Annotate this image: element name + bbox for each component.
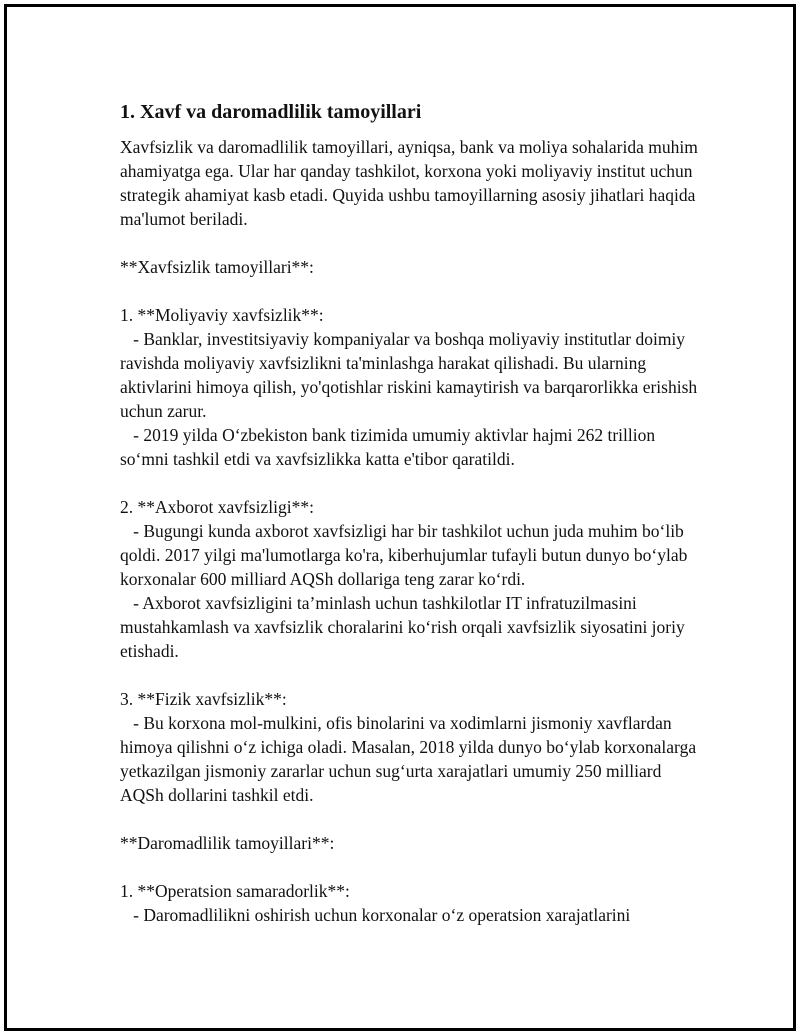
list-item-physical-security xyxy=(120,687,700,807)
page-frame xyxy=(4,4,796,1031)
list-item-bullet: - 2019 yilda O‘zbekiston bank tizimida umumiy aktivlar hajmi 262 trillion so‘mni tashkil etdi va xavfsizlikka katta e'tibor qaratildi. xyxy=(120,425,660,469)
intro-paragraph: Xavfsizlik va daromadlilik tamoyillari, ayniqsa, bank va moliya sohalarida muhim ahamiyatga ega. Ular har qanday tashkilot, korxona yoki moliyaviy institut uchun strategik ahamiyat kasb etadi. Quyida ushbu tamoyillarning asosiy jihatlari haqida ma'lumot beriladi. xyxy=(120,137,698,229)
list-item-heading: 3. **Fizik xavfsizlik**: xyxy=(120,689,287,709)
list-item-bullet: - Daromadlilikni oshirish uchun korxonalar o‘z operatsion xarajatlarini xyxy=(120,905,631,925)
list-item-heading: 1. **Operatsion samaradorlik**: xyxy=(120,881,350,901)
section-heading-security: **Xavfsizlik tamoyillari**: xyxy=(120,257,314,277)
list-item-financial-security xyxy=(120,303,700,471)
list-item-information-security xyxy=(120,495,700,663)
list-item-bullet: - Bu korxona mol-mulkini, ofis binolarini va xodimlarni jismoniy xavflardan himoya qilishni o‘z ichiga oladi. Masalan, 2018 yilda dunyo bo‘ylab korxonalarga yetkazilgan jismoniy zararlar uchun sug‘urta xarajatlari umumiy 250 milliard AQSh dollarini tashkil etdi. xyxy=(120,713,701,805)
list-item-operational-efficiency xyxy=(120,879,700,927)
list-item-heading: 2. **Axborot xavfsizligi**: xyxy=(120,497,314,517)
list-item-bullet: - Banklar, investitsiyaviy kompaniyalar va boshqa moliyaviy institutlar doimiy ravishda moliyaviy xavfsizlikni ta'minlashga harakat qilishadi. Bu ularning aktivlarini himoya qilish, yo'qotishlar riskini kamaytirish va barqarorlikka erishish uchun zarur. xyxy=(120,329,702,421)
list-item-bullet: - Axborot xavfsizligini ta’minlash uchun tashkilotlar IT infratuzilmasini mustahkamlash va xavfsizlik choralarini ko‘rish orqali xavfsizlik siyosatini joriy etishadi. xyxy=(120,593,690,661)
list-item-bullet: - Bugungi kunda axborot xavfsizligi har bir tashkilot uchun juda muhim bo‘lib qoldi. 2017 yilgi ma'lumotlarga ko'ra, kiberhujumlar tufayli butun dunyo bo‘ylab korxonalar 600 milliard AQSh dollariga teng zarar ko‘rdi. xyxy=(120,521,692,589)
document-body xyxy=(120,99,700,927)
list-item-heading: 1. **Moliyaviy xavfsizlik**: xyxy=(120,305,324,325)
section-heading-profitability: **Daromadlilik tamoyillari**: xyxy=(120,833,335,853)
document-title: 1. Xavf va daromadlilik tamoyillari xyxy=(120,101,422,123)
